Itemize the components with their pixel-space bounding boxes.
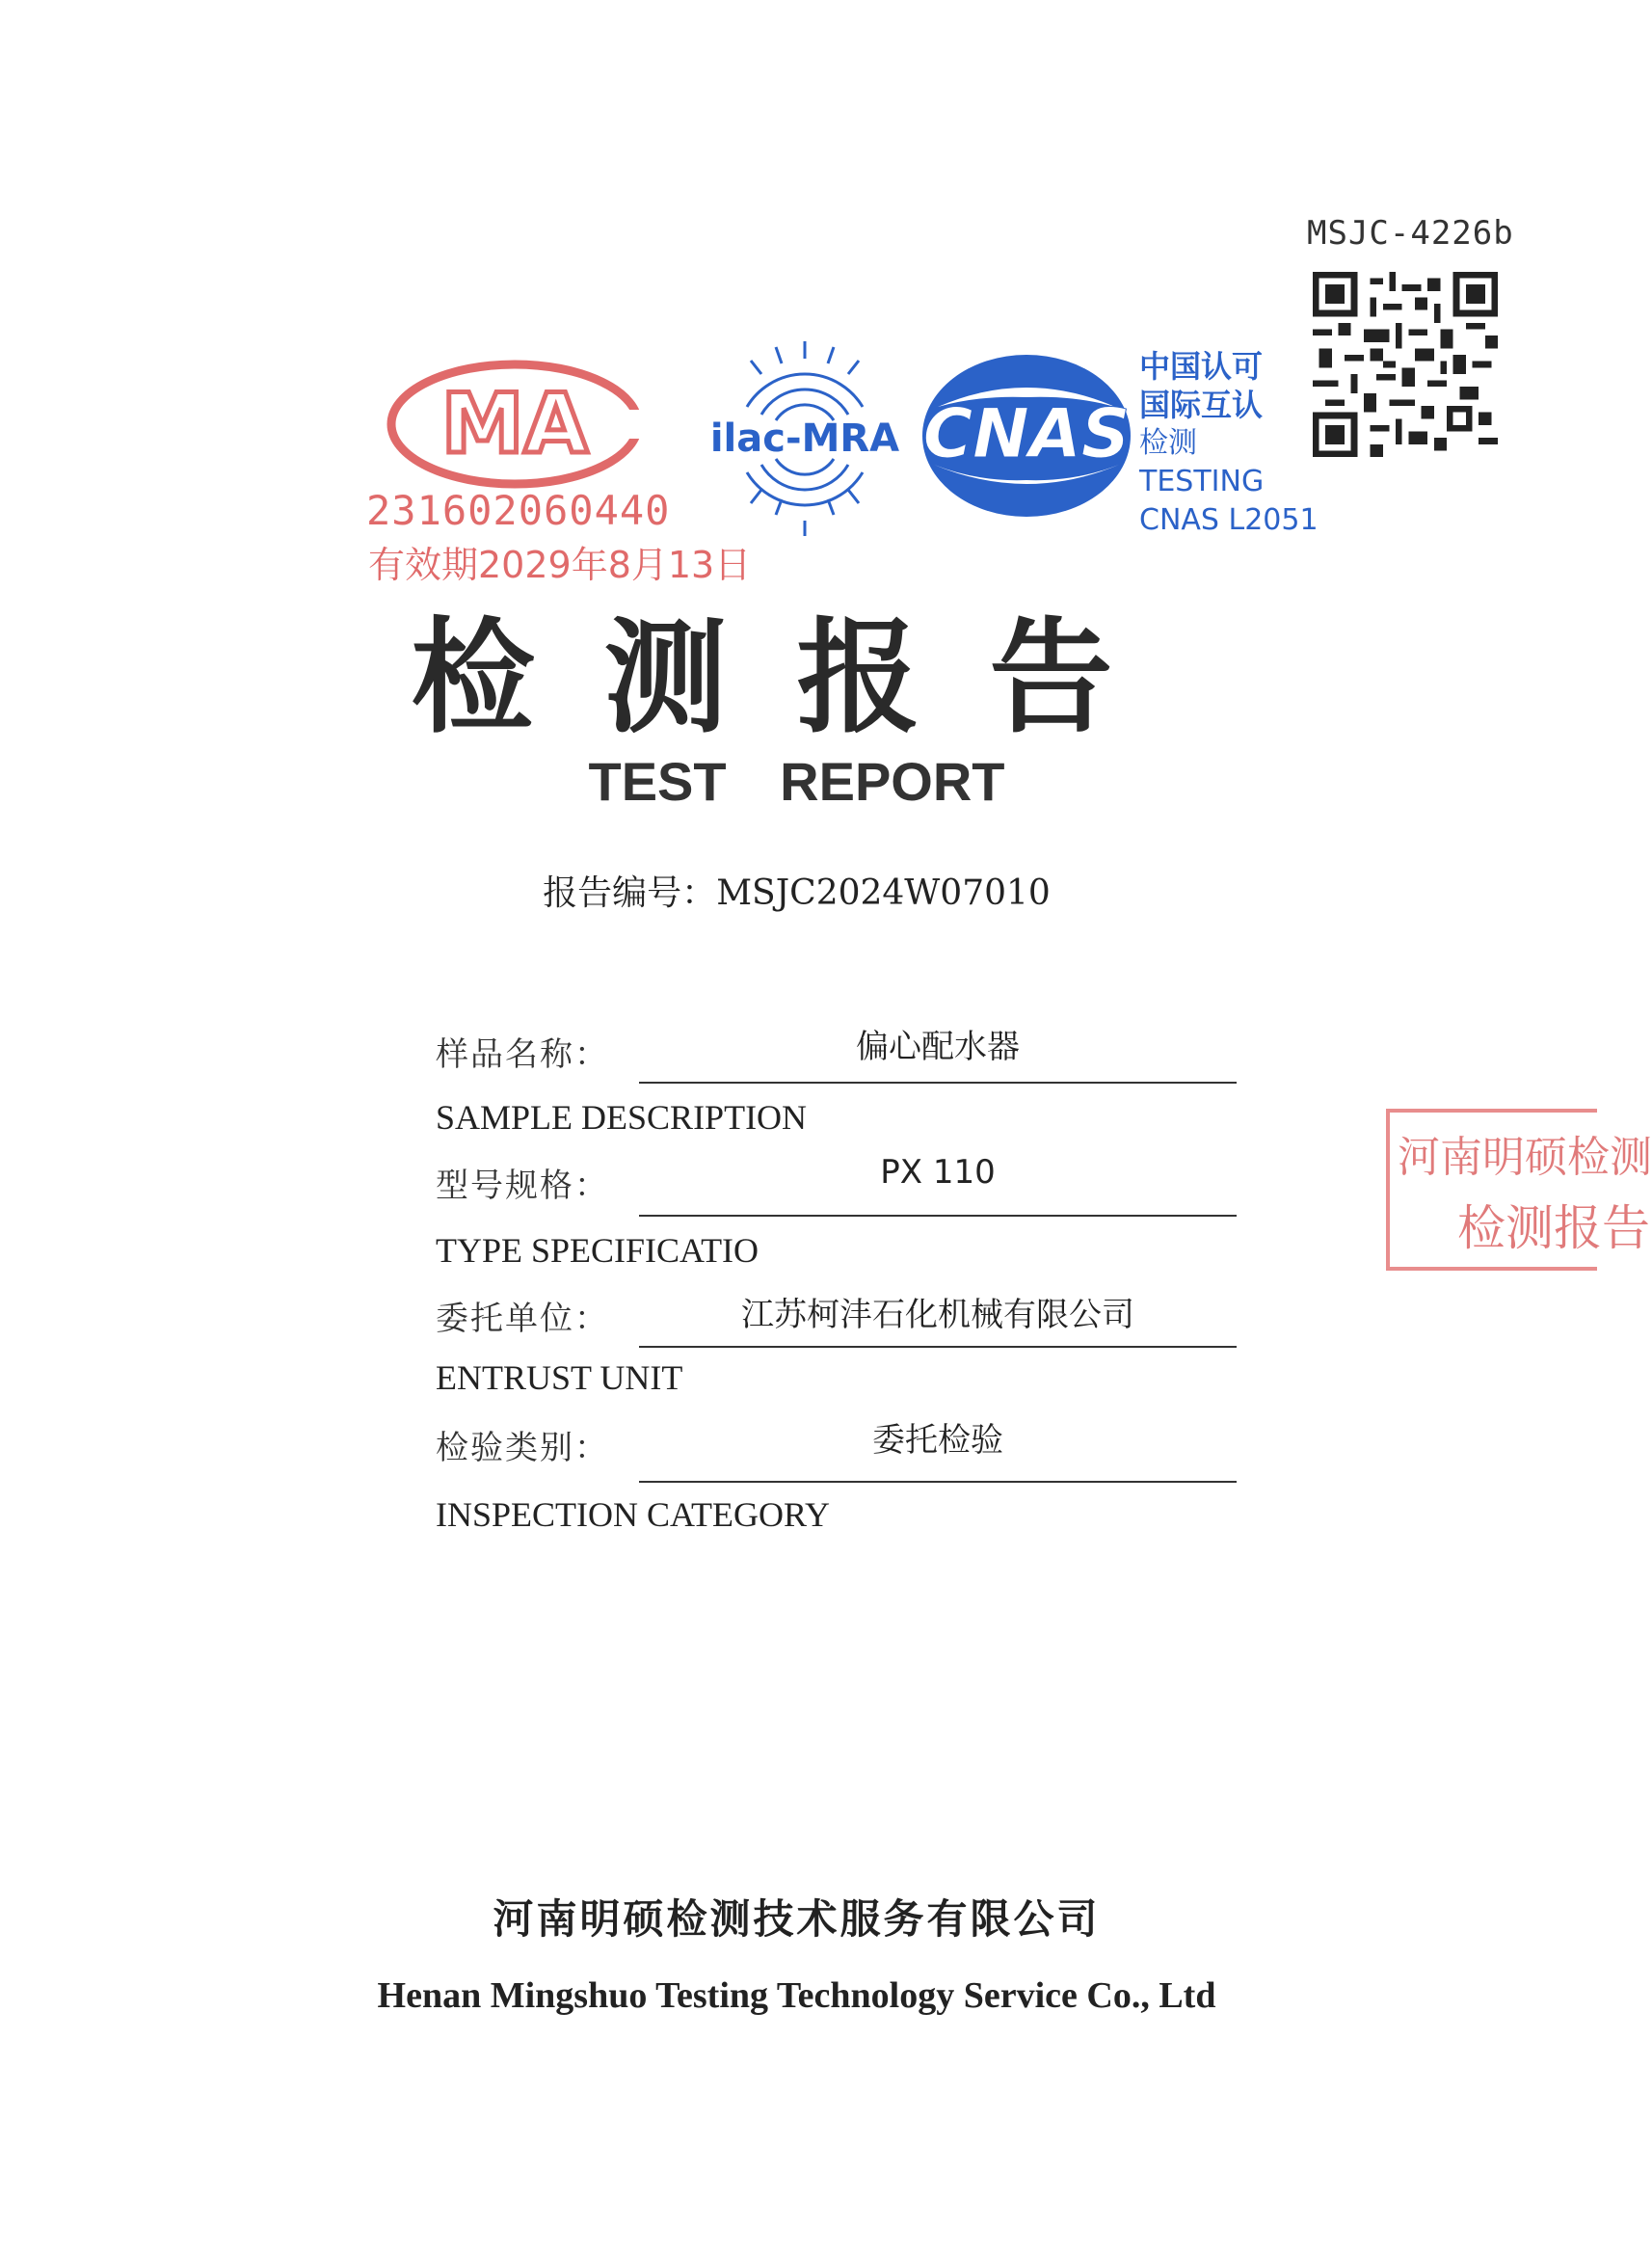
field-entrust-value: 江苏柯沣石化机械有限公司 [741,1296,1134,1334]
cnas-line1: 中国认可 [1139,348,1264,385]
cma-number: 231602060440 [366,487,671,534]
field-inspection-en: INSPECTION CATEGORY [436,1495,831,1534]
cnas-label [1139,347,1319,540]
document-code: MSJC-4226b [1307,214,1514,253]
organization-name-chinese: 河南明硕检测技术服务有限公司 [493,1895,1101,1943]
field-type-label: 型号规格： [436,1167,609,1205]
cnas-logo [911,349,1142,523]
report-number-value: MSJC2024W07010 [716,873,1051,913]
field-sample-label: 样品名称： [436,1035,609,1074]
field-entrust-label: 委托单位： [436,1300,609,1338]
field-inspection-value: 委托检验 [872,1421,1003,1460]
field-type-en: TYPE SPECIFICATIO [436,1231,759,1270]
cma-logo [384,352,646,496]
qr-code-icon [1313,272,1498,457]
field-entrust-underline [639,1346,1237,1348]
report-number [0,866,1593,915]
ilac-mra-logo [708,337,901,540]
title-english: TEST REPORT [588,751,1005,812]
field-type-underline [639,1215,1237,1217]
organization-name-english: Henan Mingshuo Testing Technology Service Co., Ltd [377,1975,1216,2016]
field-sample-en: SAMPLE DESCRIPTION [436,1098,808,1137]
field-type-value: PX 110 [880,1153,996,1192]
cnas-line5: CNAS L2051 [1139,503,1319,537]
field-inspection-underline [639,1481,1237,1483]
cnas-line3: 检测 [1139,426,1197,460]
cma-logo-text: MA [440,376,589,472]
field-inspection-label: 检验类别： [436,1429,609,1467]
title-chinese: 检测报告 [411,606,1183,750]
field-entrust-en: ENTRUST UNIT [436,1358,683,1397]
side-stamp-line2: 检测报告 [1457,1200,1650,1256]
field-sample-underline [639,1082,1237,1084]
side-stamp-line1: 河南明硕检测 [1398,1133,1652,1182]
field-sample-value: 偏心配水器 [856,1028,1020,1066]
side-seal-stamp [1386,1109,1652,1271]
cma-validity: 有效期2029年8月13日 [368,544,752,586]
cnas-line2: 国际互认 [1139,387,1264,423]
cnas-logo-text: CNAS [922,394,1131,473]
cnas-line4: TESTING [1139,465,1265,498]
report-number-label: 报告编号： [543,873,717,913]
ilac-text: ilac-MRA [709,416,900,461]
